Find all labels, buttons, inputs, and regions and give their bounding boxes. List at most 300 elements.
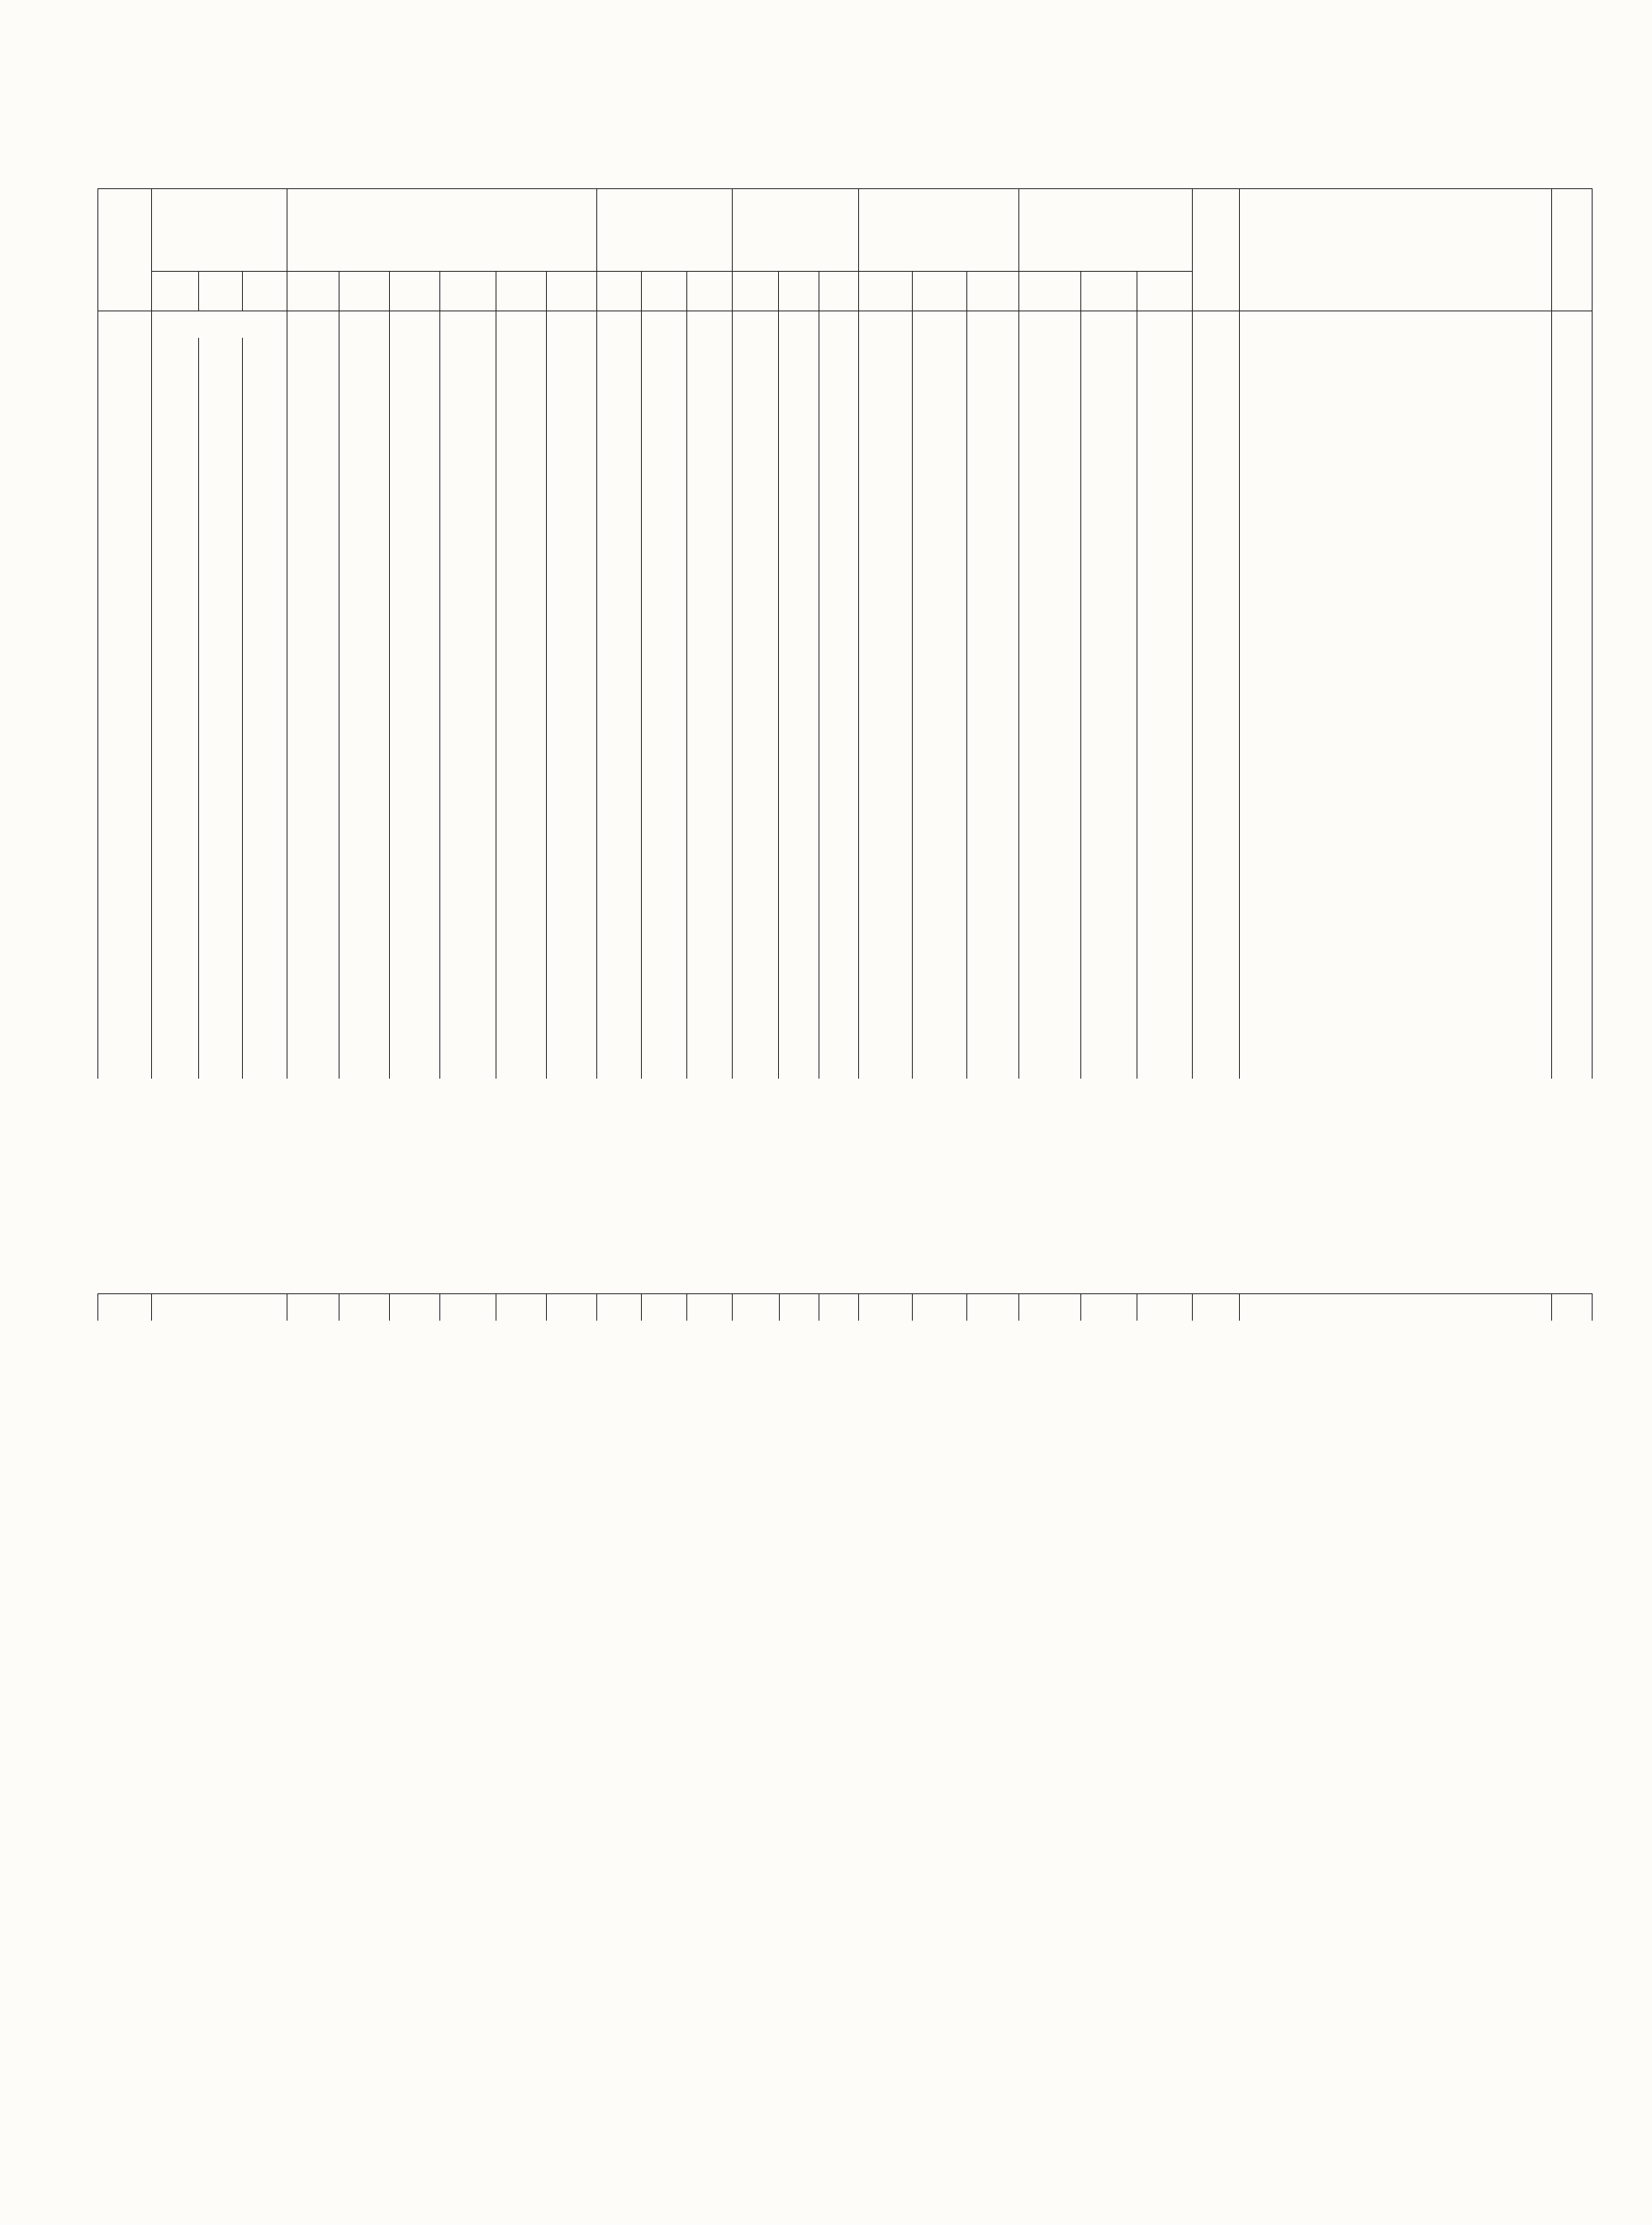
wind-2h-cell — [913, 547, 966, 569]
date-cell — [98, 502, 152, 524]
date-cell — [98, 697, 152, 719]
snow-cover-cell — [1552, 1026, 1593, 1048]
snow-cover-cell — [1552, 502, 1593, 524]
temp-2h-cell — [339, 600, 390, 622]
temp-mean-cell — [546, 742, 596, 764]
temp-min-cell — [440, 719, 496, 742]
wind-8h-cell — [859, 839, 913, 861]
abs-hum-8h-cell — [596, 742, 642, 764]
temp-max-cell — [496, 906, 546, 928]
cloud-2h-cell — [1081, 577, 1137, 600]
baro-8h-cell — [152, 906, 199, 928]
temp-8h-evening-cell — [390, 884, 440, 906]
temp-8h-evening-cell — [390, 644, 440, 667]
baro-8h-evening-cell — [242, 427, 287, 449]
wind-8h-cell — [859, 764, 913, 786]
wind-8h-evening-cell — [966, 427, 1018, 449]
temp-mean-cell — [546, 338, 596, 360]
baro-8h-evening-cell — [242, 458, 287, 480]
temp-8h-evening-cell — [390, 906, 440, 928]
rel-hum-8h-cell — [732, 480, 779, 502]
header-2h — [642, 272, 687, 311]
temp-8h-evening-cell — [390, 360, 440, 382]
snow-cover-cell — [1552, 906, 1593, 928]
cloud-8h-evening-cell — [1137, 547, 1192, 569]
temp-min-cell — [440, 547, 496, 569]
temp-max-cell — [496, 405, 546, 427]
rel-hum-2h-cell — [779, 405, 819, 427]
baro-8h-evening-cell — [242, 959, 287, 981]
rel-hum-2h-cell — [779, 786, 819, 809]
abs-hum-2h-cell — [642, 338, 687, 360]
temp-2h-cell — [339, 884, 390, 906]
cloud-8h-evening-cell — [1137, 786, 1192, 809]
abs-hum-8h-cell — [596, 786, 642, 809]
temp-8h-cell — [287, 360, 339, 382]
baro-2h-cell — [198, 644, 242, 667]
cloud-8h-cell — [1018, 742, 1081, 764]
unit-prc — [779, 311, 819, 339]
baro-8h-cell — [152, 405, 199, 427]
baro-8h-cell — [152, 786, 199, 809]
header-8h — [966, 272, 1018, 311]
temp-max-cell — [496, 959, 546, 981]
cloud-8h-cell — [1018, 764, 1081, 786]
wind-8h-evening-cell — [966, 338, 1018, 360]
temp-max-cell — [496, 622, 546, 644]
rel-hum-8h-cell — [732, 959, 779, 981]
temp-8h-evening-cell — [390, 382, 440, 405]
cloud-2h-cell — [1081, 360, 1137, 382]
wind-2h-cell — [913, 360, 966, 382]
temp-2h-cell — [339, 360, 390, 382]
cloud-8h-evening-cell — [1137, 697, 1192, 719]
temp-8h-cell — [287, 338, 339, 360]
cloud-2h-cell — [1081, 427, 1137, 449]
cloud-8h-evening-cell — [1137, 644, 1192, 667]
wind-2h-cell — [913, 382, 966, 405]
rel-hum-8h-cell — [732, 644, 779, 667]
rel-hum-2h-cell — [779, 1026, 819, 1048]
baro-8h-evening-cell — [242, 742, 287, 764]
cloud-8h-cell — [1018, 405, 1081, 427]
precipitation-cell — [1193, 502, 1240, 524]
abs-hum-8h-evening-cell — [686, 839, 732, 861]
abs-hum-8h-evening-cell — [686, 1056, 732, 1079]
snow-cover-cell — [1552, 959, 1593, 981]
wind-8h-cell — [859, 600, 913, 622]
precipitation-cell — [1193, 405, 1240, 427]
baro-8h-cell — [152, 742, 199, 764]
wind-8h-cell — [859, 1026, 913, 1048]
date-cell — [98, 1003, 152, 1026]
temp-min-cell — [440, 1003, 496, 1026]
cloud-8h-cell — [1018, 1026, 1081, 1048]
abs-hum-8h-evening-cell — [686, 338, 732, 360]
temp-max-cell — [496, 577, 546, 600]
table-row — [98, 839, 1593, 861]
snow-cover-cell — [1552, 622, 1593, 644]
date-cell — [98, 817, 152, 839]
wind-2h-cell — [913, 742, 966, 764]
rel-hum-8h-evening-cell — [819, 742, 858, 764]
header-8h — [819, 272, 858, 311]
temp-8h-evening-cell — [390, 458, 440, 480]
precipitation-cell — [1193, 817, 1240, 839]
cloud-2h-cell — [1081, 502, 1137, 524]
temp-8h-cell — [287, 502, 339, 524]
cloud-8h-cell — [1018, 839, 1081, 861]
precipitation-cell — [1193, 839, 1240, 861]
temp-8h-evening-cell — [390, 622, 440, 644]
unit-mm — [596, 1294, 642, 1321]
wind-8h-evening-cell — [966, 360, 1018, 382]
remarks-cell — [1239, 382, 1552, 405]
table-row — [98, 524, 1593, 547]
remarks-cell — [1239, 839, 1552, 861]
rel-hum-2h-cell — [779, 1003, 819, 1026]
wind-8h-evening-cell — [966, 764, 1018, 786]
table-row — [98, 817, 1593, 839]
rel-hum-8h-cell — [732, 1003, 779, 1026]
header-abs-feuchtigkeit — [596, 189, 732, 272]
baro-8h-cell — [152, 524, 199, 547]
baro-8h-evening-cell — [242, 1056, 287, 1079]
wind-8h-evening-cell — [966, 906, 1018, 928]
cloud-8h-evening-cell — [1137, 360, 1192, 382]
cloud-8h-evening-cell — [1137, 981, 1192, 1003]
cloud-8h-cell — [1018, 600, 1081, 622]
rel-hum-8h-cell — [732, 884, 779, 906]
date-cell — [98, 405, 152, 427]
rel-hum-8h-evening-cell — [819, 600, 858, 622]
precipitation-cell — [1193, 360, 1240, 382]
header-2h — [779, 272, 819, 311]
remarks-cell — [1239, 697, 1552, 719]
abs-hum-2h-cell — [642, 861, 687, 884]
temp-2h-cell — [339, 937, 390, 959]
abs-hum-8h-evening-cell — [686, 547, 732, 569]
cloud-8h-evening-cell — [1137, 817, 1192, 839]
temp-mean-cell — [546, 577, 596, 600]
date-cell — [98, 981, 152, 1003]
row-spacer — [98, 449, 1593, 458]
temp-mean-cell — [546, 719, 596, 742]
precipitation-cell — [1193, 937, 1240, 959]
rel-hum-8h-evening-cell — [819, 719, 858, 742]
temp-min-cell — [440, 937, 496, 959]
cloud-8h-evening-cell — [1137, 1003, 1192, 1026]
abs-hum-8h-evening-cell — [686, 480, 732, 502]
temp-mean-cell — [546, 1056, 596, 1079]
temp-8h-cell — [287, 577, 339, 600]
baro-8h-cell — [152, 884, 199, 906]
table-row — [98, 861, 1593, 884]
cloud-8h-cell — [1018, 1056, 1081, 1079]
abs-hum-2h-cell — [642, 524, 687, 547]
precipitation-cell — [1193, 382, 1240, 405]
unit-celsius — [390, 311, 440, 339]
wind-8h-evening-cell — [966, 644, 1018, 667]
header-rel-feuchtigkeit — [732, 189, 859, 272]
rel-hum-8h-cell — [732, 338, 779, 360]
abs-hum-2h-cell — [642, 360, 687, 382]
wind-8h-evening-cell — [966, 861, 1018, 884]
wind-2h-cell — [913, 817, 966, 839]
cloud-2h-cell — [1081, 884, 1137, 906]
wind-8h-cell — [859, 458, 913, 480]
remarks-cell — [1239, 427, 1552, 449]
temp-min-cell — [440, 786, 496, 809]
unit-celsius — [440, 1294, 496, 1321]
baro-2h-cell — [198, 360, 242, 382]
wind-2h-cell — [913, 1056, 966, 1079]
baro-8h-cell — [152, 427, 199, 449]
cloud-2h-cell — [1081, 764, 1137, 786]
table-row — [98, 1003, 1593, 1026]
cloud-8h-evening-cell — [1137, 667, 1192, 689]
cloud-8h-cell — [1018, 786, 1081, 809]
abs-hum-8h-cell — [596, 697, 642, 719]
wind-8h-cell — [859, 577, 913, 600]
table-row — [98, 644, 1593, 667]
snow-cover-cell — [1552, 786, 1593, 809]
wind-2h-cell — [913, 697, 966, 719]
temp-8h-cell — [287, 480, 339, 502]
rel-hum-8h-evening-cell — [819, 697, 858, 719]
row-spacer — [98, 569, 1593, 577]
rel-hum-8h-cell — [732, 719, 779, 742]
rel-hum-8h-cell — [732, 427, 779, 449]
temp-8h-evening-cell — [390, 405, 440, 427]
abs-hum-2h-cell — [642, 981, 687, 1003]
wind-8h-evening-cell — [966, 1003, 1018, 1026]
cloud-2h-cell — [1081, 524, 1137, 547]
cloud-8h-evening-cell — [1137, 719, 1192, 742]
abs-hum-2h-cell — [642, 764, 687, 786]
rel-hum-8h-cell — [732, 981, 779, 1003]
baro-2h-cell — [198, 622, 242, 644]
table-row — [98, 458, 1593, 480]
rel-hum-8h-evening-cell — [819, 839, 858, 861]
temp-8h-evening-cell — [390, 981, 440, 1003]
cloud-8h-cell — [1018, 719, 1081, 742]
abs-hum-8h-cell — [596, 427, 642, 449]
date-cell — [98, 906, 152, 928]
rel-hum-8h-evening-cell — [819, 817, 858, 839]
temp-8h-cell — [287, 817, 339, 839]
wind-8h-evening-cell — [966, 547, 1018, 569]
baro-2h-cell — [198, 742, 242, 764]
cloud-8h-evening-cell — [1137, 524, 1192, 547]
unit-celsius — [339, 311, 390, 339]
temp-8h-evening-cell — [390, 524, 440, 547]
abs-hum-2h-cell — [642, 480, 687, 502]
rel-hum-2h-cell — [779, 937, 819, 959]
date-cell — [98, 427, 152, 449]
temp-min-cell — [440, 405, 496, 427]
station-header — [107, 1196, 1586, 1287]
temp-max-cell — [496, 338, 546, 360]
temp-2h-cell — [339, 1003, 390, 1026]
rel-hum-8h-cell — [732, 547, 779, 569]
row-spacer — [98, 1048, 1593, 1056]
wind-8h-cell — [859, 524, 913, 547]
temp-2h-cell — [339, 861, 390, 884]
temp-min-cell — [440, 697, 496, 719]
cloud-2h-cell — [1081, 405, 1137, 427]
unit-prc — [732, 311, 779, 339]
baro-2h-cell — [198, 524, 242, 547]
abs-hum-2h-cell — [642, 697, 687, 719]
cloud-8h-evening-cell — [1137, 480, 1192, 502]
snow-cover-cell — [1552, 480, 1593, 502]
baro-8h-cell — [152, 480, 199, 502]
temp-mean-cell — [546, 502, 596, 524]
temp-8h-evening-cell — [390, 600, 440, 622]
wind-8h-evening-cell — [966, 622, 1018, 644]
temp-2h-cell — [339, 1026, 390, 1048]
wind-8h-cell — [859, 622, 913, 644]
header-2h — [913, 272, 966, 311]
temp-mean-cell — [546, 1003, 596, 1026]
cloud-8h-cell — [1018, 937, 1081, 959]
temp-min-cell — [440, 524, 496, 547]
wind-8h-cell — [859, 906, 913, 928]
cloud-2h-cell — [1081, 981, 1137, 1003]
cloud-8h-evening-cell — [1137, 742, 1192, 764]
temp-min-cell — [440, 622, 496, 644]
precipitation-cell — [1193, 906, 1240, 928]
rel-hum-2h-cell — [779, 719, 819, 742]
unit-mm — [642, 1294, 687, 1321]
temp-8h-cell — [287, 427, 339, 449]
baro-8h-cell — [152, 817, 199, 839]
wind-8h-cell — [859, 937, 913, 959]
rel-hum-2h-cell — [779, 839, 819, 861]
cloud-8h-cell — [1018, 480, 1081, 502]
temp-mean-cell — [546, 861, 596, 884]
baro-8h-cell — [152, 1056, 199, 1079]
baro-8h-cell — [152, 547, 199, 569]
temp-2h-cell — [339, 697, 390, 719]
precipitation-cell — [1193, 764, 1240, 786]
temp-8h-evening-cell — [390, 480, 440, 502]
abs-hum-8h-evening-cell — [686, 786, 732, 809]
cloud-2h-cell — [1081, 547, 1137, 569]
unit-celsius — [496, 1294, 546, 1321]
wind-8h-cell — [859, 338, 913, 360]
baro-8h-evening-cell — [242, 360, 287, 382]
header-bemerkungen — [1239, 189, 1552, 311]
cloud-8h-cell — [1018, 458, 1081, 480]
wind-2h-cell — [913, 667, 966, 689]
temp-max-cell — [496, 382, 546, 405]
baro-8h-evening-cell — [242, 622, 287, 644]
baro-8h-evening-cell — [242, 786, 287, 809]
temp-mean-cell — [546, 360, 596, 382]
rel-hum-2h-cell — [779, 458, 819, 480]
temp-8h-cell — [287, 1003, 339, 1026]
abs-hum-8h-evening-cell — [686, 697, 732, 719]
temp-8h-cell — [287, 1026, 339, 1048]
unit-prc — [819, 1294, 858, 1321]
baro-2h-cell — [198, 600, 242, 622]
temp-8h-evening-cell — [390, 577, 440, 600]
abs-hum-8h-evening-cell — [686, 884, 732, 906]
baro-8h-cell — [152, 338, 199, 360]
abs-hum-8h-cell — [596, 959, 642, 981]
snow-cover-cell — [1552, 405, 1593, 427]
date-cell — [98, 524, 152, 547]
rel-hum-8h-evening-cell — [819, 502, 858, 524]
baro-8h-cell — [152, 622, 199, 644]
temp-8h-cell — [287, 382, 339, 405]
baro-8h-cell — [152, 1026, 199, 1048]
temp-min-cell — [440, 906, 496, 928]
temp-2h-cell — [339, 458, 390, 480]
unit-celsius — [339, 1294, 390, 1321]
baro-8h-evening-cell — [242, 667, 287, 689]
wind-8h-cell — [859, 697, 913, 719]
rel-hum-8h-cell — [732, 382, 779, 405]
temp-min-cell — [440, 480, 496, 502]
rel-hum-8h-cell — [732, 458, 779, 480]
abs-hum-8h-cell — [596, 405, 642, 427]
abs-hum-8h-cell — [596, 906, 642, 928]
wind-8h-evening-cell — [966, 600, 1018, 622]
temp-2h-cell — [339, 480, 390, 502]
remarks-cell — [1239, 405, 1552, 427]
rel-hum-8h-evening-cell — [819, 937, 858, 959]
table-row — [98, 1026, 1593, 1048]
unit-barometer — [152, 311, 287, 339]
abs-hum-8h-cell — [596, 667, 642, 689]
rel-hum-8h-evening-cell — [819, 959, 858, 981]
wind-8h-evening-cell — [966, 697, 1018, 719]
baro-8h-evening-cell — [242, 524, 287, 547]
abs-hum-8h-evening-cell — [686, 667, 732, 689]
baro-8h-cell — [152, 382, 199, 405]
table-row — [98, 502, 1593, 524]
rel-hum-2h-cell — [779, 577, 819, 600]
baro-8h-evening-cell — [242, 817, 287, 839]
baro-2h-cell — [198, 547, 242, 569]
wind-8h-cell — [859, 884, 913, 906]
baro-2h-cell — [198, 1003, 242, 1026]
temp-min-cell — [440, 764, 496, 786]
abs-hum-2h-cell — [642, 382, 687, 405]
observation-table — [97, 1293, 1593, 1321]
wind-8h-evening-cell — [966, 839, 1018, 861]
cloud-8h-evening-cell — [1137, 600, 1192, 622]
wind-2h-cell — [913, 719, 966, 742]
date-cell — [98, 786, 152, 809]
abs-hum-2h-cell — [642, 1056, 687, 1079]
temp-8h-evening-cell — [390, 338, 440, 360]
temp-max-cell — [496, 600, 546, 622]
table-row — [98, 719, 1593, 742]
temp-8h-cell — [287, 458, 339, 480]
rel-hum-8h-evening-cell — [819, 338, 858, 360]
rel-hum-8h-evening-cell — [819, 861, 858, 884]
wind-8h-evening-cell — [966, 981, 1018, 1003]
temp-2h-cell — [339, 1056, 390, 1079]
table-row — [98, 427, 1593, 449]
baro-8h-evening-cell — [242, 981, 287, 1003]
temp-max-cell — [496, 1026, 546, 1048]
abs-hum-2h-cell — [642, 600, 687, 622]
